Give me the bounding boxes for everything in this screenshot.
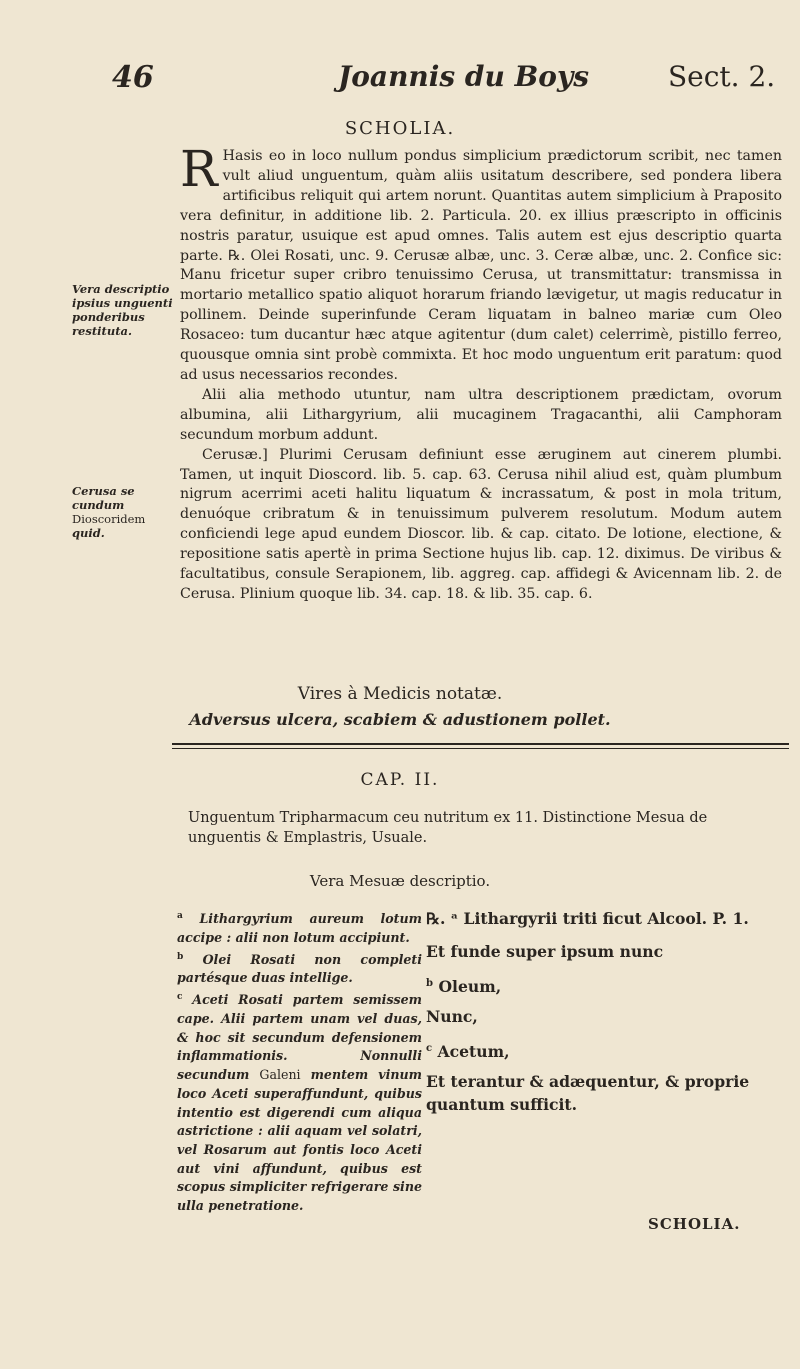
recipe-line-5-mark: c [426,1043,433,1054]
recipe-line-2: Et funde super ipsum nunc [426,941,664,961]
scholia-body [180,140,782,605]
margin-note-cerusa-italic: Cerusa se cundum [72,484,135,512]
footnote-c [177,988,422,1216]
recipe-line-6: Et terantur & adæquentur, & proprie [426,1071,750,1091]
footnote-b-mark: b [177,951,184,962]
vera-descriptio-heading: Vera Mesuæ descriptio. [309,872,491,890]
divider-rule [172,743,789,745]
footnote-b [177,948,422,989]
recipe-line-3-mark: b [426,978,433,989]
chapter-description: Unguentum Tripharmacum ceu nutritum ex 11. Distinctione Mesua de unguentis & Emplastris, Usuale. [188,810,708,846]
divider-rule-thin [172,748,789,749]
recipe-line-5-text: Acetum, [437,1042,510,1062]
vires-line: Vires à Medicis notatæ. [297,684,503,704]
catchword: SCHOLIA. [648,1215,741,1233]
recipe-line-3 [426,972,786,1005]
scholia-heading: SCHOLIA. [344,118,456,139]
running-title: Joannis du Boys [338,60,589,93]
page-number: 46 [112,60,154,95]
margin-note-cerusa-plain: Dioscoridem [72,512,146,526]
footnotes-column [177,907,422,1216]
recipe-line-3-text: Oleum, [438,977,502,997]
scholia-paragraph-1-text: Hasis eo in loco nullum pondus simplicium prædictorum scribit, nec tamen vult aliud unguentum, quàm aliis usitatum describere, sed pondera libera artificibus reliquit qui artem norunt. Quantitas autem simplicium à Praposito vera definitur, in additione lib. 2. Particula. 20. ex illius præscripto in officinis nostris paratur, usuique est apud omnes. Talis autem est ejus descriptio quarta parte. ℞. Olei Rosati, unc. 9. Cerusæ albæ, unc. 3. Ceræ albæ, unc. 2. Confice sic: Manu fricetur super cribro tenuissimo Cerusa, ut transmittatur: transmissa in mortario metallico spatio aliquot horarum friando lævigetur, ut magis reducatur in pollinem. Deinde superinfunde Ceram liquatam in balneo mariæ cum Oleo Rosaceo: tum ducantur hæc atque agitentur (dum calet) celerrimè, pistillo ferreo, quousque omnia sint probè commixta. Et hoc modo unguentum erit paratum: quod ad usus necessarios recondes. [180,148,782,383]
recipe-line-4: Nunc, [426,1006,478,1026]
footnote-a-text: Lithargyrium aureum lotum accipe : alii non lotum accipiunt. [177,911,422,945]
recipe-line-1: ℞. ᵃ Lithargyrii triti ficut Alcool. P. 1. [426,909,749,928]
recipe-line-7: quantum sufficit. [426,1094,578,1114]
drop-cap: R [180,140,218,198]
footnote-c-text: Aceti Rosati partem semissem cape. Alii partem unam vel duas, & hoc sit secundum defensionem inflammationis. Nonnulli secundum [177,992,422,1083]
scholia-paragraph-3: Cerusæ.] Plurimi Cerusam definiunt esse æruginem aut cinerem plumbi. Tamen, ut inquit Dioscord. lib. 5. cap. 63. Cerusa nihil aliud est, quàm plumbum nigrum acerrimi aceti halitu liquatum & incrassatum, & post in mola tritum, denuóque cribratum & in tenuissimum pulverem resolutum. Modum autem conficiendi lege apud eundem Dioscor. lib. & cap. citato. De lotione, electione, & repositione satis apertè in prima Sectione hujus lib. cap. 12. diximus. De viribus & facultatibus, consule Serapionem, lib. aggreg. cap. affidegi & Avicennam lib. 2. de Cerusa. Plinium quoque lib. 34. cap. 18. & lib. 35. cap. 6. [180,446,782,602]
footnote-c-mark: c [177,992,183,1003]
margin-note-vera-descriptio: Vera descriptio ipsius unguenti ponderibus restituta. [72,282,173,338]
scholia-paragraph-1 [180,140,782,386]
recipe-column [426,907,786,1125]
adversus-line: Adversus ulcera, scabiem & adustionem pollet. [189,710,611,729]
footnote-c-galeni: Galeni [259,1067,301,1083]
chapter-heading: CAP. II. [360,770,440,790]
margin-note-cerusa-end: quid. [72,526,105,540]
footnote-c-tail: mentem vinum loco Aceti superaffundunt, quibus intentio est digerendi cum aliqua astrictione : alii aquam vel solatri, vel Rosarum aut fontis loco Aceti aut vini affundunt, quibus est scopus simpliciter refrigerare sine ulla penetratione. [177,1067,423,1214]
recipe-line-5 [426,1037,786,1070]
footnote-a [177,907,422,948]
margin-note-cerusa [72,484,176,540]
footnote-a-mark: a [177,911,183,921]
scholia-paragraph-2: Alii alia methodo utuntur, nam ultra descriptionem prædictam, ovorum albumina, alii Lithargyrium, alii mucaginem Tragacanthi, alii Camphoram secundum morbum addunt. [180,386,782,443]
footnote-b-text: Olei Rosati non completi partésque duas intellige. [177,951,422,986]
section-label: Sect. 2. [668,60,776,93]
